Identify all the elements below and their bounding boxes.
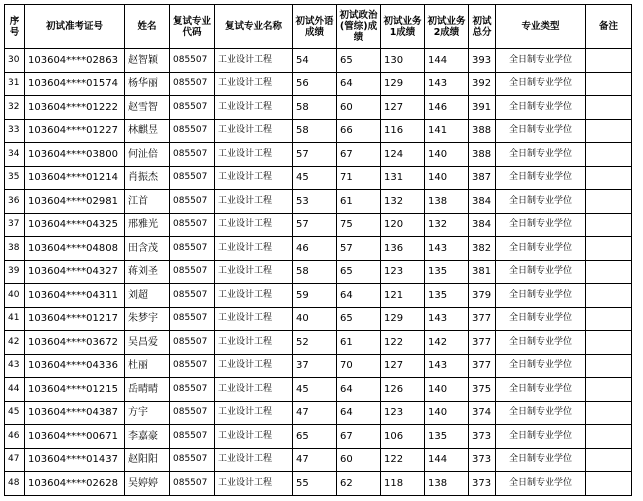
- cell-biz1-score: 129: [381, 307, 425, 331]
- cell-name: 杜丽: [125, 354, 170, 378]
- cell-politics-score: 65: [337, 49, 381, 73]
- cell-major-code: 085507: [170, 72, 215, 96]
- cell-seq: 32: [5, 96, 25, 120]
- cell-biz1-score: 132: [381, 190, 425, 214]
- cell-foreign-score: 45: [293, 378, 337, 402]
- header-major-code: 复试专业代码: [170, 5, 215, 49]
- cell-total-score: 384: [469, 190, 496, 214]
- cell-foreign-score: 46: [293, 237, 337, 261]
- cell-biz1-score: 122: [381, 331, 425, 355]
- table-row: [5, 472, 632, 496]
- cell-biz1-score: 118: [381, 472, 425, 496]
- cell-major-type: 全日制专业学位: [496, 119, 586, 143]
- cell-total-score: 379: [469, 284, 496, 308]
- cell-remark: [586, 72, 632, 96]
- cell-major-code: 085507: [170, 401, 215, 425]
- cell-foreign-score: 47: [293, 401, 337, 425]
- cell-major-code: 085507: [170, 190, 215, 214]
- table-row: [5, 354, 632, 378]
- cell-total-score: 384: [469, 213, 496, 237]
- cell-biz2-score: 135: [425, 284, 469, 308]
- cell-name: 李嘉豪: [125, 425, 170, 449]
- cell-biz1-score: 121: [381, 284, 425, 308]
- cell-foreign-score: 57: [293, 213, 337, 237]
- cell-biz2-score: 143: [425, 354, 469, 378]
- cell-foreign-score: 45: [293, 166, 337, 190]
- cell-major-type: 全日制专业学位: [496, 72, 586, 96]
- cell-seq: 35: [5, 166, 25, 190]
- cell-major-name: 工业设计工程: [215, 166, 293, 190]
- cell-biz2-score: 146: [425, 96, 469, 120]
- cell-major-name: 工业设计工程: [215, 190, 293, 214]
- cell-major-name: 工业设计工程: [215, 96, 293, 120]
- cell-remark: [586, 96, 632, 120]
- cell-biz1-score: 131: [381, 166, 425, 190]
- cell-seq: 38: [5, 237, 25, 261]
- cell-major-code: 085507: [170, 237, 215, 261]
- cell-major-type: 全日制专业学位: [496, 49, 586, 73]
- cell-exam-no: 103604****02628: [25, 472, 125, 496]
- cell-exam-no: 103604****01214: [25, 166, 125, 190]
- table-row: [5, 72, 632, 96]
- cell-name: 吴昌爱: [125, 331, 170, 355]
- cell-major-name: 工业设计工程: [215, 331, 293, 355]
- cell-politics-score: 64: [337, 378, 381, 402]
- cell-foreign-score: 57: [293, 143, 337, 167]
- cell-politics-score: 64: [337, 401, 381, 425]
- cell-remark: [586, 213, 632, 237]
- cell-major-name: 工业设计工程: [215, 237, 293, 261]
- cell-major-name: 工业设计工程: [215, 448, 293, 472]
- cell-biz1-score: 127: [381, 354, 425, 378]
- cell-foreign-score: 53: [293, 190, 337, 214]
- table-body: [5, 49, 632, 496]
- header-exam-no: 初试准考证号: [25, 5, 125, 49]
- cell-major-type: 全日制专业学位: [496, 96, 586, 120]
- header-biz2-score: 初试业务2成绩: [425, 5, 469, 49]
- cell-major-code: 085507: [170, 448, 215, 472]
- table-row: [5, 143, 632, 167]
- cell-politics-score: 75: [337, 213, 381, 237]
- cell-biz2-score: 140: [425, 401, 469, 425]
- cell-biz1-score: 122: [381, 448, 425, 472]
- cell-exam-no: 103604****01574: [25, 72, 125, 96]
- cell-biz1-score: 136: [381, 237, 425, 261]
- cell-name: 何沚倍: [125, 143, 170, 167]
- cell-total-score: 373: [469, 472, 496, 496]
- cell-seq: 41: [5, 307, 25, 331]
- cell-biz2-score: 143: [425, 307, 469, 331]
- cell-politics-score: 61: [337, 331, 381, 355]
- cell-politics-score: 67: [337, 143, 381, 167]
- cell-total-score: 382: [469, 237, 496, 261]
- cell-biz1-score: 129: [381, 72, 425, 96]
- cell-major-name: 工业设计工程: [215, 354, 293, 378]
- cell-remark: [586, 354, 632, 378]
- cell-major-name: 工业设计工程: [215, 401, 293, 425]
- cell-major-name: 工业设计工程: [215, 143, 293, 167]
- cell-biz2-score: 138: [425, 472, 469, 496]
- cell-exam-no: 103604****04327: [25, 260, 125, 284]
- cell-politics-score: 71: [337, 166, 381, 190]
- cell-exam-no: 103604****00671: [25, 425, 125, 449]
- cell-major-name: 工业设计工程: [215, 260, 293, 284]
- cell-major-code: 085507: [170, 260, 215, 284]
- cell-biz2-score: 141: [425, 119, 469, 143]
- cell-seq: 34: [5, 143, 25, 167]
- cell-name: 赵阳阳: [125, 448, 170, 472]
- cell-major-name: 工业设计工程: [215, 472, 293, 496]
- cell-foreign-score: 58: [293, 96, 337, 120]
- cell-name: 邢雅光: [125, 213, 170, 237]
- cell-biz1-score: 130: [381, 49, 425, 73]
- cell-total-score: 388: [469, 119, 496, 143]
- cell-biz2-score: 144: [425, 448, 469, 472]
- table-row: [5, 96, 632, 120]
- cell-major-type: 全日制专业学位: [496, 166, 586, 190]
- cell-remark: [586, 284, 632, 308]
- cell-major-code: 085507: [170, 119, 215, 143]
- cell-foreign-score: 40: [293, 307, 337, 331]
- cell-major-code: 085507: [170, 307, 215, 331]
- cell-total-score: 388: [469, 143, 496, 167]
- cell-name: 林麒昱: [125, 119, 170, 143]
- header-major-name: 复试专业名称: [215, 5, 293, 49]
- cell-remark: [586, 425, 632, 449]
- cell-exam-no: 103604****03672: [25, 331, 125, 355]
- cell-biz2-score: 140: [425, 378, 469, 402]
- cell-name: 岳晴晴: [125, 378, 170, 402]
- cell-foreign-score: 55: [293, 472, 337, 496]
- cell-exam-no: 103604****02863: [25, 49, 125, 73]
- cell-name: 赵雪智: [125, 96, 170, 120]
- cell-remark: [586, 237, 632, 261]
- table-row: [5, 213, 632, 237]
- cell-seq: 37: [5, 213, 25, 237]
- cell-major-code: 085507: [170, 143, 215, 167]
- cell-major-name: 工业设计工程: [215, 49, 293, 73]
- header-name: 姓名: [125, 5, 170, 49]
- cell-major-type: 全日制专业学位: [496, 307, 586, 331]
- cell-remark: [586, 378, 632, 402]
- cell-politics-score: 60: [337, 448, 381, 472]
- table-row: [5, 237, 632, 261]
- cell-name: 江首: [125, 190, 170, 214]
- cell-major-code: 085507: [170, 354, 215, 378]
- cell-exam-no: 103604****04311: [25, 284, 125, 308]
- cell-seq: 44: [5, 378, 25, 402]
- cell-major-type: 全日制专业学位: [496, 425, 586, 449]
- cell-foreign-score: 58: [293, 119, 337, 143]
- cell-biz1-score: 116: [381, 119, 425, 143]
- cell-name: 杨华丽: [125, 72, 170, 96]
- cell-major-type: 全日制专业学位: [496, 143, 586, 167]
- cell-seq: 31: [5, 72, 25, 96]
- cell-biz2-score: 143: [425, 237, 469, 261]
- cell-seq: 43: [5, 354, 25, 378]
- header-row: [5, 5, 632, 49]
- cell-major-type: 全日制专业学位: [496, 237, 586, 261]
- cell-major-code: 085507: [170, 49, 215, 73]
- cell-remark: [586, 49, 632, 73]
- cell-total-score: 373: [469, 425, 496, 449]
- cell-remark: [586, 331, 632, 355]
- cell-seq: 40: [5, 284, 25, 308]
- cell-major-type: 全日制专业学位: [496, 354, 586, 378]
- cell-major-name: 工业设计工程: [215, 72, 293, 96]
- cell-exam-no: 103604****03800: [25, 143, 125, 167]
- cell-remark: [586, 166, 632, 190]
- cell-total-score: 375: [469, 378, 496, 402]
- table-row: [5, 307, 632, 331]
- cell-total-score: 391: [469, 96, 496, 120]
- cell-major-name: 工业设计工程: [215, 425, 293, 449]
- cell-major-code: 085507: [170, 425, 215, 449]
- cell-exam-no: 103604****04387: [25, 401, 125, 425]
- cell-major-type: 全日制专业学位: [496, 260, 586, 284]
- cell-exam-no: 103604****01217: [25, 307, 125, 331]
- cell-remark: [586, 307, 632, 331]
- cell-total-score: 387: [469, 166, 496, 190]
- cell-biz1-score: 123: [381, 260, 425, 284]
- cell-politics-score: 62: [337, 472, 381, 496]
- cell-name: 田含茂: [125, 237, 170, 261]
- cell-total-score: 381: [469, 260, 496, 284]
- cell-remark: [586, 190, 632, 214]
- cell-exam-no: 103604****04336: [25, 354, 125, 378]
- cell-seq: 39: [5, 260, 25, 284]
- cell-biz2-score: 142: [425, 331, 469, 355]
- cell-total-score: 373: [469, 448, 496, 472]
- cell-major-type: 全日制专业学位: [496, 448, 586, 472]
- cell-politics-score: 61: [337, 190, 381, 214]
- cell-remark: [586, 260, 632, 284]
- cell-remark: [586, 143, 632, 167]
- table-row: [5, 119, 632, 143]
- cell-politics-score: 64: [337, 72, 381, 96]
- cell-biz2-score: 132: [425, 213, 469, 237]
- cell-biz2-score: 135: [425, 260, 469, 284]
- admission-score-table: [4, 4, 632, 496]
- cell-seq: 30: [5, 49, 25, 73]
- table-row: [5, 448, 632, 472]
- cell-politics-score: 65: [337, 307, 381, 331]
- header-biz1-score: 初试业务1成绩: [381, 5, 425, 49]
- cell-foreign-score: 54: [293, 49, 337, 73]
- cell-remark: [586, 119, 632, 143]
- cell-seq: 46: [5, 425, 25, 449]
- cell-foreign-score: 56: [293, 72, 337, 96]
- cell-major-type: 全日制专业学位: [496, 401, 586, 425]
- cell-exam-no: 103604****04325: [25, 213, 125, 237]
- cell-name: 朱梦宇: [125, 307, 170, 331]
- cell-major-name: 工业设计工程: [215, 284, 293, 308]
- cell-politics-score: 67: [337, 425, 381, 449]
- cell-name: 赵智颖: [125, 49, 170, 73]
- cell-major-code: 085507: [170, 96, 215, 120]
- cell-biz2-score: 138: [425, 190, 469, 214]
- header-foreign-score: 初试外语成绩: [293, 5, 337, 49]
- table-row: [5, 378, 632, 402]
- cell-name: 刘超: [125, 284, 170, 308]
- cell-biz2-score: 144: [425, 49, 469, 73]
- cell-major-code: 085507: [170, 284, 215, 308]
- cell-biz2-score: 143: [425, 72, 469, 96]
- cell-exam-no: 103604****01437: [25, 448, 125, 472]
- cell-major-type: 全日制专业学位: [496, 472, 586, 496]
- table-row: [5, 401, 632, 425]
- cell-major-type: 全日制专业学位: [496, 331, 586, 355]
- cell-politics-score: 70: [337, 354, 381, 378]
- cell-major-code: 085507: [170, 166, 215, 190]
- cell-name: 方宇: [125, 401, 170, 425]
- cell-biz2-score: 135: [425, 425, 469, 449]
- cell-politics-score: 64: [337, 284, 381, 308]
- table-row: [5, 284, 632, 308]
- cell-seq: 36: [5, 190, 25, 214]
- cell-foreign-score: 65: [293, 425, 337, 449]
- cell-foreign-score: 37: [293, 354, 337, 378]
- cell-seq: 33: [5, 119, 25, 143]
- table-row: [5, 331, 632, 355]
- cell-remark: [586, 448, 632, 472]
- table-row: [5, 49, 632, 73]
- cell-remark: [586, 472, 632, 496]
- cell-major-type: 全日制专业学位: [496, 190, 586, 214]
- cell-biz2-score: 140: [425, 143, 469, 167]
- cell-seq: 47: [5, 448, 25, 472]
- cell-major-code: 085507: [170, 378, 215, 402]
- cell-biz1-score: 106: [381, 425, 425, 449]
- cell-foreign-score: 59: [293, 284, 337, 308]
- cell-name: 肖振杰: [125, 166, 170, 190]
- cell-total-score: 374: [469, 401, 496, 425]
- table-row: [5, 190, 632, 214]
- cell-major-name: 工业设计工程: [215, 307, 293, 331]
- cell-major-type: 全日制专业学位: [496, 213, 586, 237]
- cell-politics-score: 57: [337, 237, 381, 261]
- cell-foreign-score: 47: [293, 448, 337, 472]
- cell-seq: 45: [5, 401, 25, 425]
- cell-major-code: 085507: [170, 331, 215, 355]
- cell-total-score: 377: [469, 331, 496, 355]
- cell-exam-no: 103604****01215: [25, 378, 125, 402]
- cell-major-code: 085507: [170, 213, 215, 237]
- cell-biz2-score: 140: [425, 166, 469, 190]
- cell-biz1-score: 120: [381, 213, 425, 237]
- cell-total-score: 377: [469, 354, 496, 378]
- cell-exam-no: 103604****02981: [25, 190, 125, 214]
- cell-total-score: 377: [469, 307, 496, 331]
- cell-total-score: 393: [469, 49, 496, 73]
- cell-name: 蒋刘圣: [125, 260, 170, 284]
- cell-biz1-score: 123: [381, 401, 425, 425]
- cell-politics-score: 66: [337, 119, 381, 143]
- cell-foreign-score: 52: [293, 331, 337, 355]
- cell-biz1-score: 127: [381, 96, 425, 120]
- cell-major-name: 工业设计工程: [215, 119, 293, 143]
- cell-major-code: 085507: [170, 472, 215, 496]
- cell-seq: 48: [5, 472, 25, 496]
- cell-foreign-score: 58: [293, 260, 337, 284]
- cell-total-score: 392: [469, 72, 496, 96]
- table-row: [5, 166, 632, 190]
- table-row: [5, 260, 632, 284]
- header-seq: 序号: [5, 5, 25, 49]
- cell-remark: [586, 401, 632, 425]
- table-row: [5, 425, 632, 449]
- cell-politics-score: 60: [337, 96, 381, 120]
- cell-major-name: 工业设计工程: [215, 378, 293, 402]
- header-major-type: 专业类型: [496, 5, 586, 49]
- cell-biz1-score: 126: [381, 378, 425, 402]
- cell-seq: 42: [5, 331, 25, 355]
- cell-exam-no: 103604****01227: [25, 119, 125, 143]
- cell-biz1-score: 124: [381, 143, 425, 167]
- cell-major-type: 全日制专业学位: [496, 378, 586, 402]
- cell-exam-no: 103604****01222: [25, 96, 125, 120]
- cell-exam-no: 103604****04808: [25, 237, 125, 261]
- header-politics-score: 初试政治(管综)成绩: [337, 5, 381, 49]
- header-total-score: 初试总分: [469, 5, 496, 49]
- cell-politics-score: 65: [337, 260, 381, 284]
- cell-major-type: 全日制专业学位: [496, 284, 586, 308]
- cell-major-name: 工业设计工程: [215, 213, 293, 237]
- header-remark: 备注: [586, 5, 632, 49]
- cell-name: 吴婷婷: [125, 472, 170, 496]
